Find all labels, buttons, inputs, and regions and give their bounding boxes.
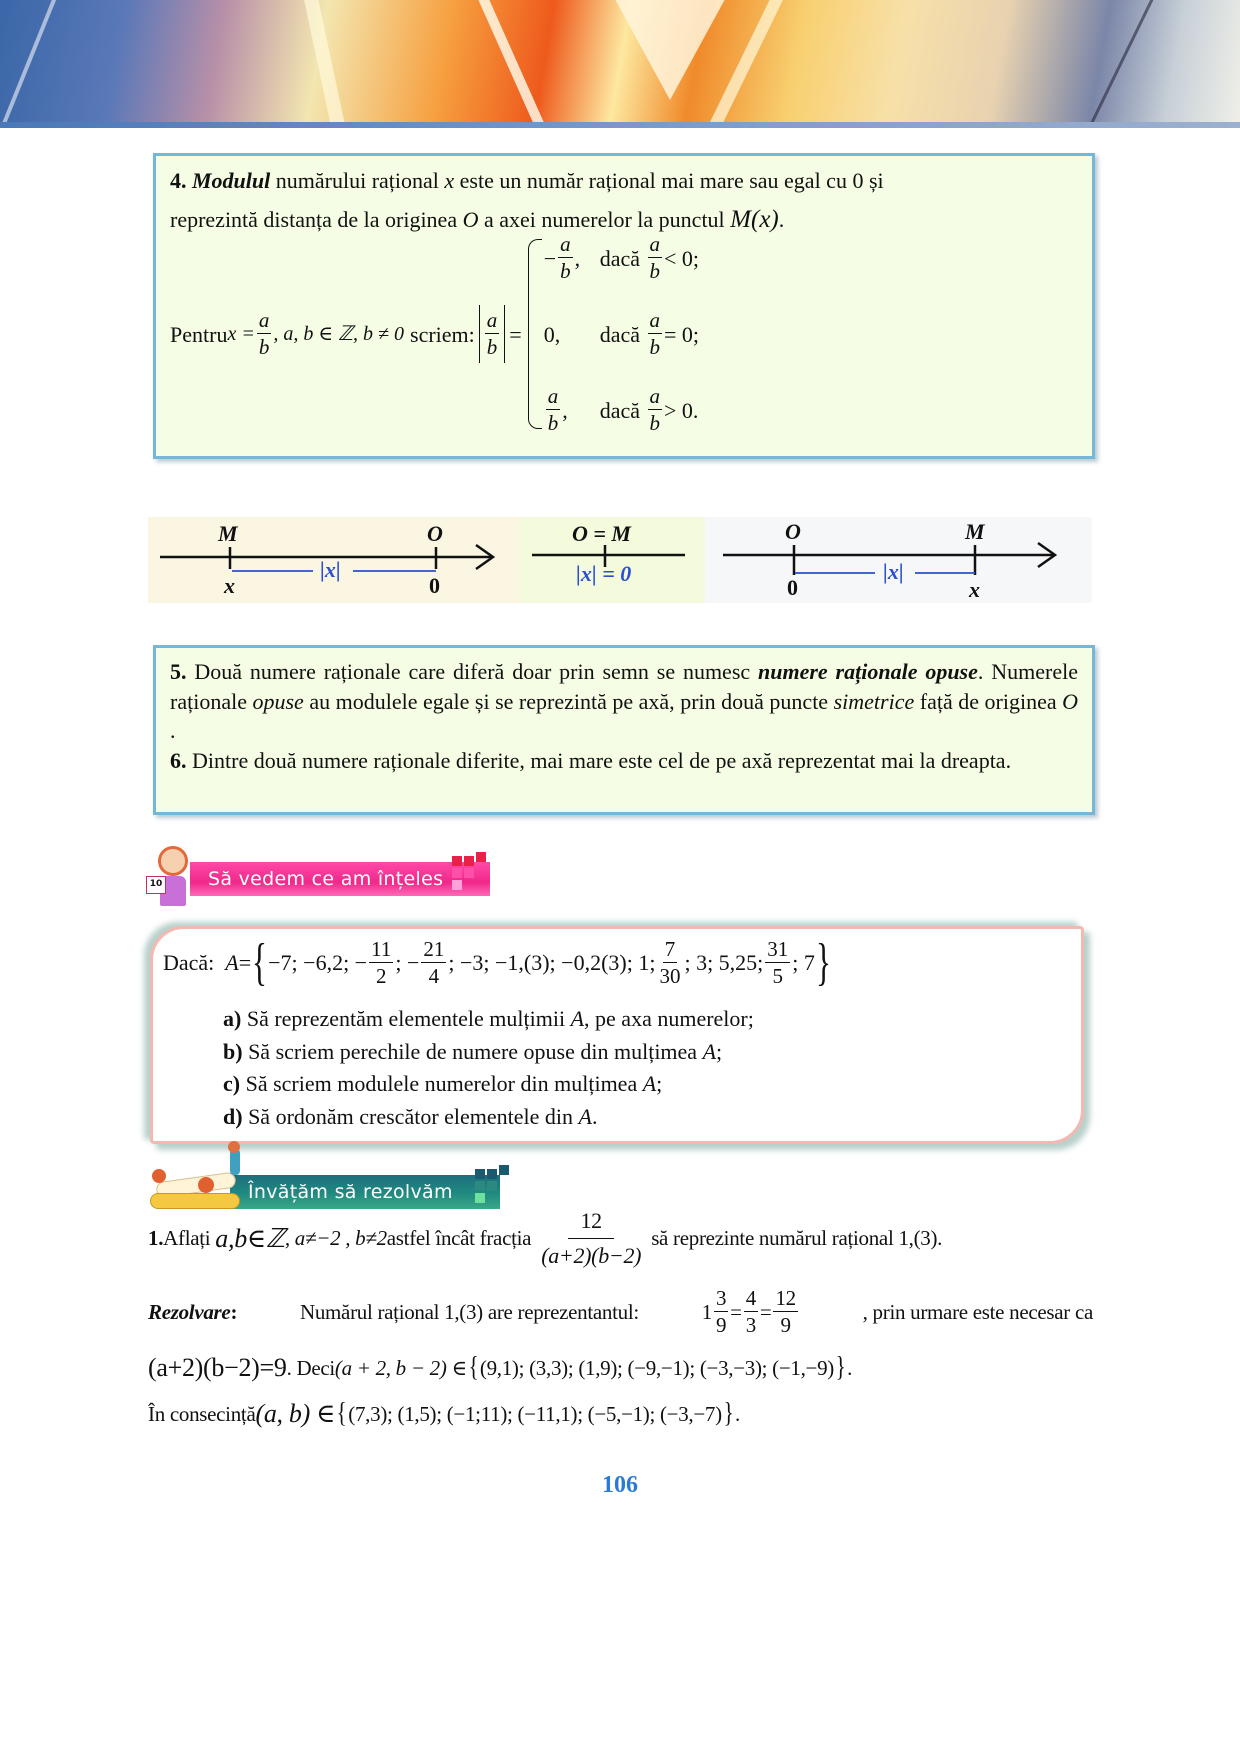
- set-elements: ; −: [395, 950, 420, 975]
- left-curly-brace: {: [336, 1398, 347, 1429]
- text: au modulele egale și se reprezintă pe axă, prin două puncte: [303, 688, 834, 714]
- math: , a, b ∈ ℤ, b ≠ 0: [273, 323, 405, 345]
- fraction: [648, 386, 663, 434]
- numerator: a: [649, 308, 660, 332]
- denominator: b: [560, 259, 571, 283]
- var-a: A: [642, 1071, 657, 1096]
- task-text: Să scriem modulele numerelor din mulțimea: [240, 1071, 643, 1096]
- task-item: [223, 1003, 754, 1036]
- numerator: a: [560, 232, 571, 256]
- label-m: M: [965, 519, 985, 544]
- banner-decor: [610, 0, 730, 100]
- word-daca: dacă: [599, 397, 640, 423]
- number-line-zero: [520, 517, 705, 603]
- set-elements: ; 3; 5,25;: [684, 950, 764, 975]
- text: . Deci: [286, 1355, 335, 1380]
- text: Dintre două numere raționale diferite, mai mare este cel de pe axă reprezentat mai la dreapta.: [186, 747, 1012, 773]
- modulus-piecewise-formula: [170, 234, 699, 434]
- math-a-b: (a, b) ∈: [255, 1399, 336, 1428]
- left-curly-brace: {: [468, 1352, 479, 1383]
- definition-5: [170, 657, 1078, 746]
- label-x: x: [224, 573, 235, 598]
- fraction: [558, 234, 573, 282]
- fraction-3-9: [714, 1288, 728, 1336]
- banner-strip: [0, 122, 1240, 128]
- equals-sign: =: [509, 321, 522, 347]
- fraction-12-9: [773, 1288, 797, 1336]
- problem-statement: [148, 1210, 942, 1267]
- task-text: , pe axa numerelor;: [584, 1006, 754, 1031]
- text: Aflați: [163, 1226, 211, 1250]
- solution-line-1: [148, 1288, 1093, 1336]
- relation: = 0;: [664, 321, 700, 347]
- banner-decor: [470, 0, 548, 128]
- text: Numerele raționale: [170, 659, 1078, 714]
- squares-decor-icon: [475, 1169, 509, 1203]
- numerator: 12: [775, 1286, 796, 1310]
- task-text: Să scriem perechile de numere opuse din mulțimea: [242, 1038, 703, 1064]
- numerator: 31: [767, 937, 789, 961]
- numerator: a: [258, 308, 270, 332]
- numerator: a: [649, 232, 660, 256]
- equals-sign: =: [238, 950, 252, 975]
- numerator: 12: [568, 1210, 613, 1239]
- text: .: [734, 1401, 740, 1426]
- definition-line-2: [170, 201, 1078, 239]
- mixed-fraction-chain: 1 $\frac{3}{9}$ = $\frac{4}{3}$ = $\frac{12}{9}$: [701, 1286, 796, 1337]
- denominator: 2: [375, 964, 387, 988]
- fraction-a-over-b: [257, 310, 272, 358]
- numerator: 11: [371, 937, 392, 961]
- task-label: d): [223, 1103, 243, 1129]
- text: Numărul rațional 1,(3) are reprezentantul:: [299, 1299, 639, 1324]
- set-name: A: [225, 950, 239, 975]
- colon: :: [230, 1299, 238, 1324]
- text: astfel încât fracția: [386, 1226, 532, 1250]
- fraction: [546, 386, 561, 434]
- term-opuse: opuse: [252, 688, 304, 714]
- item-number: 6.: [170, 747, 187, 773]
- numerator: a: [486, 308, 498, 332]
- numerator: 3: [715, 1286, 727, 1310]
- text: să reprezinte numărul rațional 1,(3).: [651, 1226, 943, 1250]
- denominator: b: [547, 411, 559, 435]
- text: În consecință: [148, 1401, 256, 1426]
- text: .: [847, 1355, 853, 1380]
- math-pair: (a + 2, b − 2) ∈: [334, 1355, 467, 1380]
- formula-lead: [170, 305, 522, 363]
- label-o: O: [427, 521, 443, 546]
- fraction: [648, 234, 663, 282]
- text: a axei numerelor la punctul: [478, 207, 731, 232]
- math-constraints: , a≠−2 , b≠2: [284, 1226, 387, 1250]
- numerator: 7: [664, 937, 676, 961]
- solution-line-2: [148, 1352, 852, 1384]
- kids-books-icon: [150, 1169, 240, 1215]
- text: , prin urmare este necesar ca: [862, 1299, 1093, 1324]
- item-number: 5.: [170, 659, 187, 684]
- text: .: [170, 718, 176, 743]
- section-title: Să vedem ce am înțeles: [190, 862, 490, 896]
- task-text: .: [592, 1103, 598, 1129]
- text-daca: Dacă:: [163, 950, 215, 975]
- label-abs-x: |x|: [320, 557, 341, 582]
- comma: ,: [574, 245, 581, 271]
- squares-decor-icon: [452, 856, 486, 890]
- origin-o: O: [1062, 688, 1079, 714]
- fraction: [648, 310, 663, 358]
- label-abs-x: |x|: [883, 559, 904, 584]
- task-label: b): [223, 1038, 243, 1064]
- denominator: 3: [745, 1313, 756, 1337]
- label-m: M: [218, 521, 238, 546]
- denominator: 9: [780, 1313, 791, 1337]
- answer-set: (7,3); (1,5); (−1;11); (−11,1); (−5,−1); (−3,−7): [348, 1401, 722, 1426]
- definition-box-modulus: [153, 153, 1095, 459]
- math-a-b-in-z: a,b∈ℤ: [215, 1223, 285, 1253]
- denominator: b: [486, 335, 498, 359]
- text: .: [778, 207, 785, 232]
- task-label: c): [223, 1071, 241, 1096]
- header-banner-image: [0, 0, 1240, 128]
- text: față de originea: [914, 688, 1063, 714]
- fraction-11-2: [369, 939, 393, 987]
- relation: < 0;: [664, 245, 700, 271]
- right-curly-brace: }: [723, 1398, 734, 1429]
- page-number: 106: [602, 1472, 638, 1498]
- fraction-12-over-product: [539, 1210, 643, 1267]
- numerator: 4: [745, 1286, 756, 1310]
- case-zero: [544, 310, 699, 358]
- numerator: a: [547, 384, 559, 408]
- text: numărului rațional: [270, 168, 445, 193]
- right-curly-brace: }: [815, 934, 831, 991]
- label-o-equals-m: O = M: [572, 521, 631, 546]
- label-zero: 0: [787, 575, 798, 600]
- definition-line-1: [170, 164, 1078, 197]
- solution-line-3: [148, 1398, 740, 1430]
- number-line-negative: [148, 517, 520, 603]
- banner-decor: [1086, 0, 1163, 128]
- point-m-of-x: M(x): [730, 206, 779, 233]
- text: .: [977, 659, 984, 684]
- problem-number: 1.: [148, 1226, 164, 1250]
- right-curly-brace: }: [835, 1352, 846, 1383]
- denominator: 5: [772, 964, 784, 988]
- origin-o: O: [462, 207, 479, 232]
- absolute-value-bars: [479, 305, 506, 363]
- fraction-7-30: [657, 939, 682, 987]
- task-item: [223, 1068, 754, 1101]
- fraction-21-4: [421, 939, 446, 987]
- denominator: 4: [428, 964, 440, 988]
- word-daca: dacă: [599, 245, 640, 271]
- banner-decor: [0, 0, 64, 128]
- pairs-set: (9,1); (3,3); (1,9); (−9,−1); (−3,−3); (−1,−9): [479, 1355, 834, 1380]
- task-item: [223, 1101, 754, 1134]
- text: Două numere raționale care diferă doar prin semn se numesc: [186, 659, 759, 684]
- text: scriem:: [410, 321, 475, 347]
- term-modulus: Modulul: [192, 168, 271, 193]
- set-elements: ; 7: [792, 950, 815, 975]
- banner-decor: [300, 0, 349, 128]
- var-a: A: [578, 1103, 592, 1129]
- relation: > 0.: [664, 397, 699, 423]
- word-daca: dacă: [599, 321, 640, 347]
- term-opposite-numbers: numere raționale opuse: [758, 659, 978, 684]
- var-x: x: [444, 168, 455, 193]
- denominator: b: [258, 335, 270, 359]
- var-a: A: [570, 1006, 585, 1031]
- text: Pentru: [170, 321, 228, 347]
- whole-part: 1: [701, 1299, 712, 1324]
- denominator: (a+2)(b−2): [541, 1243, 642, 1268]
- var-a: A: [702, 1038, 717, 1064]
- fraction-a-over-b: [485, 310, 500, 358]
- term-simetrice: simetrice: [833, 688, 915, 714]
- card-number: 10: [146, 876, 166, 894]
- definition-6: [170, 746, 1078, 776]
- math: x =: [227, 323, 255, 345]
- minus-sign: −: [543, 245, 557, 271]
- definition-box-opposites: [153, 645, 1095, 815]
- value-zero: 0,: [543, 321, 561, 347]
- set-elements: ; −3; −1,(3); −0,2(3); 1;: [448, 950, 656, 975]
- set-a-definition: [163, 934, 832, 991]
- cases-list: [544, 234, 699, 434]
- task-text: ;: [716, 1038, 723, 1064]
- task-text: Să reprezentăm elementele mulțimii: [241, 1006, 571, 1031]
- label-o: O: [785, 519, 801, 544]
- left-brace: [528, 239, 542, 429]
- exercise-box: [150, 926, 1084, 1144]
- equation: (a+2)(b−2)=9: [148, 1353, 287, 1382]
- set-elements: −7; −6,2; −: [268, 950, 368, 975]
- denominator: 9: [715, 1313, 727, 1337]
- item-number: 4.: [170, 168, 187, 193]
- label-zero: 0: [429, 573, 440, 598]
- fraction-31-5: [765, 939, 790, 987]
- comma: ,: [562, 397, 568, 423]
- task-list: [223, 1003, 754, 1133]
- case-positive: [544, 386, 699, 434]
- section-header-understood: [150, 862, 490, 896]
- task-item: [223, 1036, 754, 1069]
- solution-label: Rezolvare: [148, 1299, 231, 1324]
- task-text: Să ordonăm crescător elementele din: [242, 1103, 579, 1129]
- denominator: b: [649, 335, 660, 359]
- fraction-4-3: [744, 1288, 758, 1336]
- section-header-solve: [150, 1175, 500, 1209]
- denominator: b: [649, 411, 660, 435]
- case-negative: [544, 234, 699, 282]
- text: reprezintă distanța de la originea: [170, 207, 463, 232]
- text: este un număr rațional mai mare sau egal cu 0 și: [454, 168, 884, 193]
- numerator: a: [649, 384, 660, 408]
- denominator: 30: [659, 964, 681, 988]
- task-label: a): [223, 1006, 242, 1031]
- left-curly-brace: {: [252, 934, 268, 991]
- task-text: ;: [656, 1071, 663, 1096]
- section-title: Învățăm să rezolvăm: [230, 1175, 500, 1209]
- label-abs-x-zero: |x| = 0: [576, 561, 632, 586]
- label-x: x: [969, 577, 980, 602]
- denominator: b: [649, 259, 660, 283]
- numerator: 21: [423, 937, 445, 961]
- number-line-positive: [705, 517, 1092, 603]
